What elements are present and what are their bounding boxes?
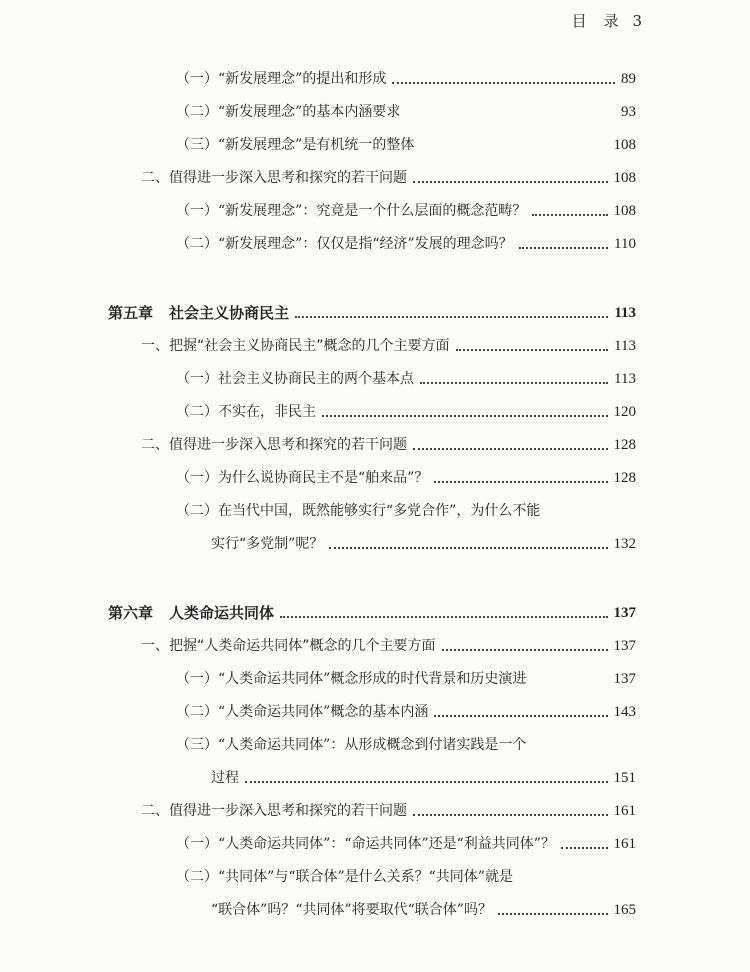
toc-entry-continued[interactable]: “联合体”吗？“共同体”将要取代“联合体”吗？ 165 — [211, 902, 636, 918]
toc-entry[interactable]: （二）“新发展理念”的基本内涵要求 93 — [176, 104, 636, 120]
toc-entry[interactable]: （一）为什么说协商民主不是“舶来品”？ 128 — [176, 470, 636, 486]
toc-chapter-5[interactable]: 第五章 社会主义协商民主 113 — [108, 304, 636, 322]
toc-entry[interactable]: 二、值得进一步深入思考和探究的若干问题 128 — [141, 437, 636, 453]
toc-entry[interactable]: （二）不实在，非民主 120 — [176, 404, 636, 420]
toc-entry[interactable]: 一、把握“人类命运共同体”概念的几个主要方面 137 — [141, 638, 636, 654]
toc-entry[interactable]: 二、值得进一步深入思考和探究的若干问题 161 — [141, 803, 636, 819]
toc-entry[interactable]: 一、把握“社会主义协商民主”概念的几个主要方面 113 — [141, 338, 636, 354]
toc-entry[interactable]: （三）“人类命运共同体”：从形成概念到付诸实践是一个 — [176, 737, 527, 753]
toc-chapter-6[interactable]: 第六章 人类命运共同体 137 — [108, 604, 636, 622]
toc-entry[interactable]: （二）“新发展理念”：仅仅是指“经济”发展的理念吗？ 110 — [176, 236, 636, 252]
toc-entry-continued[interactable]: 实行“多党制”呢？ 132 — [211, 536, 636, 552]
toc-entry[interactable]: （一）“新发展理念”的提出和形成 89 — [176, 71, 636, 87]
toc-entry[interactable]: 二、值得进一步深入思考和探究的若干问题 108 — [141, 170, 636, 186]
toc-entry[interactable]: （二）在当代中国，既然能够实行“多党合作”，为什么不能 — [176, 503, 541, 519]
toc-entry[interactable]: （三）“新发展理念”是有机统一的整体 108 — [176, 137, 636, 153]
toc-entry[interactable]: （一）“新发展理念”：究竟是一个什么层面的概念范畴？ 108 — [176, 203, 636, 219]
toc-entry[interactable]: （二）“共同体”与“联合体”是什么关系？“共同体”就是 — [176, 869, 513, 885]
toc-entry-continued[interactable]: 过程 151 — [211, 770, 636, 786]
toc-entry[interactable]: （一）“人类命运共同体”概念形成的时代背景和历史演进 137 — [176, 671, 636, 687]
toc-entry[interactable]: （二）“人类命运共同体”概念的基本内涵 143 — [176, 704, 636, 720]
header-page-number: 3 — [632, 12, 642, 30]
header-title: 目 录 — [571, 12, 625, 30]
toc-entry[interactable]: （一）社会主义协商民主的两个基本点 113 — [176, 371, 636, 387]
toc-entry[interactable]: （一）“人类命运共同体”：“命运共同体”还是“利益共同体”？ 161 — [176, 836, 636, 852]
